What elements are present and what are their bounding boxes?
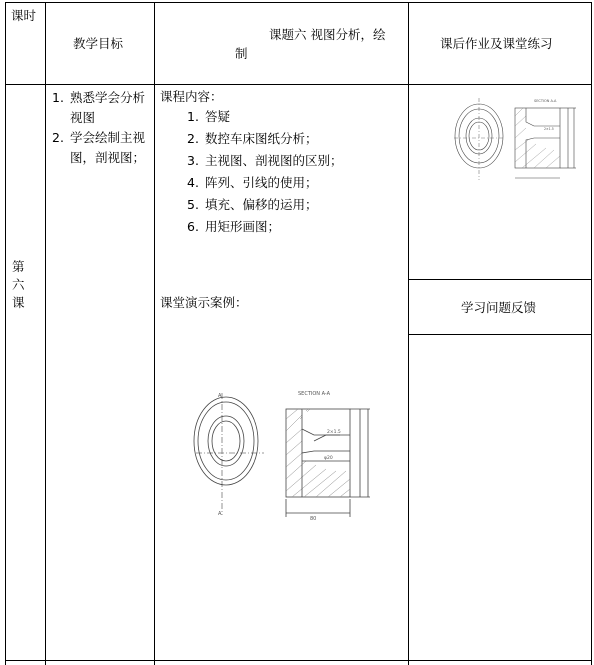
content-text: 数控车床图纸分析； xyxy=(205,131,318,146)
content-num: 5. xyxy=(187,197,199,212)
goal-item xyxy=(52,88,152,128)
goal-item xyxy=(52,128,152,168)
column-divider-3 xyxy=(408,2,409,665)
outer-circle xyxy=(194,397,258,485)
content-num: 4. xyxy=(187,175,199,190)
content-title: 课程内容： xyxy=(160,89,223,104)
content-text: 填充、偏移的运用； xyxy=(205,197,318,212)
drawing-section-label: SECTION A-A xyxy=(298,391,331,397)
goal-num: 2. xyxy=(52,130,64,145)
drawing-cut-label-top: A xyxy=(218,393,222,399)
content-num: 3. xyxy=(187,153,199,168)
column-divider-2 xyxy=(154,2,155,665)
goal-text: 学会绘制主视图，剖视图； xyxy=(70,130,146,165)
content-num: 2. xyxy=(187,131,199,146)
content-item xyxy=(187,216,343,238)
content-item xyxy=(187,128,343,150)
content-item xyxy=(187,106,343,128)
header-homework: 课后作业及课堂练习 xyxy=(440,36,553,51)
lesson-label-char-1: 第 xyxy=(12,259,25,274)
goal-text: 熟悉学会分析视图 xyxy=(70,90,146,125)
drawing-dim-bore: φ20 xyxy=(324,456,333,461)
content-text: 答疑 xyxy=(205,109,231,124)
feedback-title: 学习问题反馈 xyxy=(461,300,537,315)
table-border-right xyxy=(591,2,592,665)
header-topic-line2: 制 xyxy=(235,46,248,61)
content-num: 6. xyxy=(187,219,199,234)
content-item xyxy=(187,150,343,172)
lesson-label-char-3: 课 xyxy=(12,295,25,310)
content-list xyxy=(187,106,343,238)
header-goal: 教学目标 xyxy=(73,36,124,51)
header-period: 课时 xyxy=(11,8,37,23)
drawing-dim-length: 80 xyxy=(310,516,317,522)
content-text: 主视图、剖视图的区别； xyxy=(205,153,343,168)
content-num: 1. xyxy=(187,109,199,124)
demo-drawing xyxy=(190,385,390,525)
feedback-header-divider xyxy=(408,334,592,335)
goal-list xyxy=(52,88,152,168)
exercise-chamfer-label: 2×1.5 xyxy=(544,127,554,131)
content-item xyxy=(187,172,343,194)
column-divider-1 xyxy=(45,2,46,665)
demo-title: 课堂演示案例： xyxy=(160,295,248,310)
table-border-bottom xyxy=(5,660,592,661)
goal-num: 1. xyxy=(52,90,64,105)
exercise-drawing xyxy=(450,94,582,184)
exercise-feedback-divider xyxy=(408,279,592,280)
table-border-left xyxy=(5,2,6,665)
content-item xyxy=(187,194,343,216)
exercise-section-label: SECTION A-A xyxy=(534,99,557,103)
content-text: 用矩形画图； xyxy=(205,219,281,234)
lesson-label-char-2: 六 xyxy=(12,277,25,292)
table-border-top xyxy=(5,2,592,3)
content-text: 阵列、引线的使用； xyxy=(205,175,318,190)
header-row-divider xyxy=(5,84,592,85)
header-topic-line1: 课题六 视图分析，绘 xyxy=(269,27,386,42)
drawing-chamfer-label: 2×1.5 xyxy=(327,430,341,435)
drawing-cut-label-bottom: A xyxy=(218,511,222,517)
